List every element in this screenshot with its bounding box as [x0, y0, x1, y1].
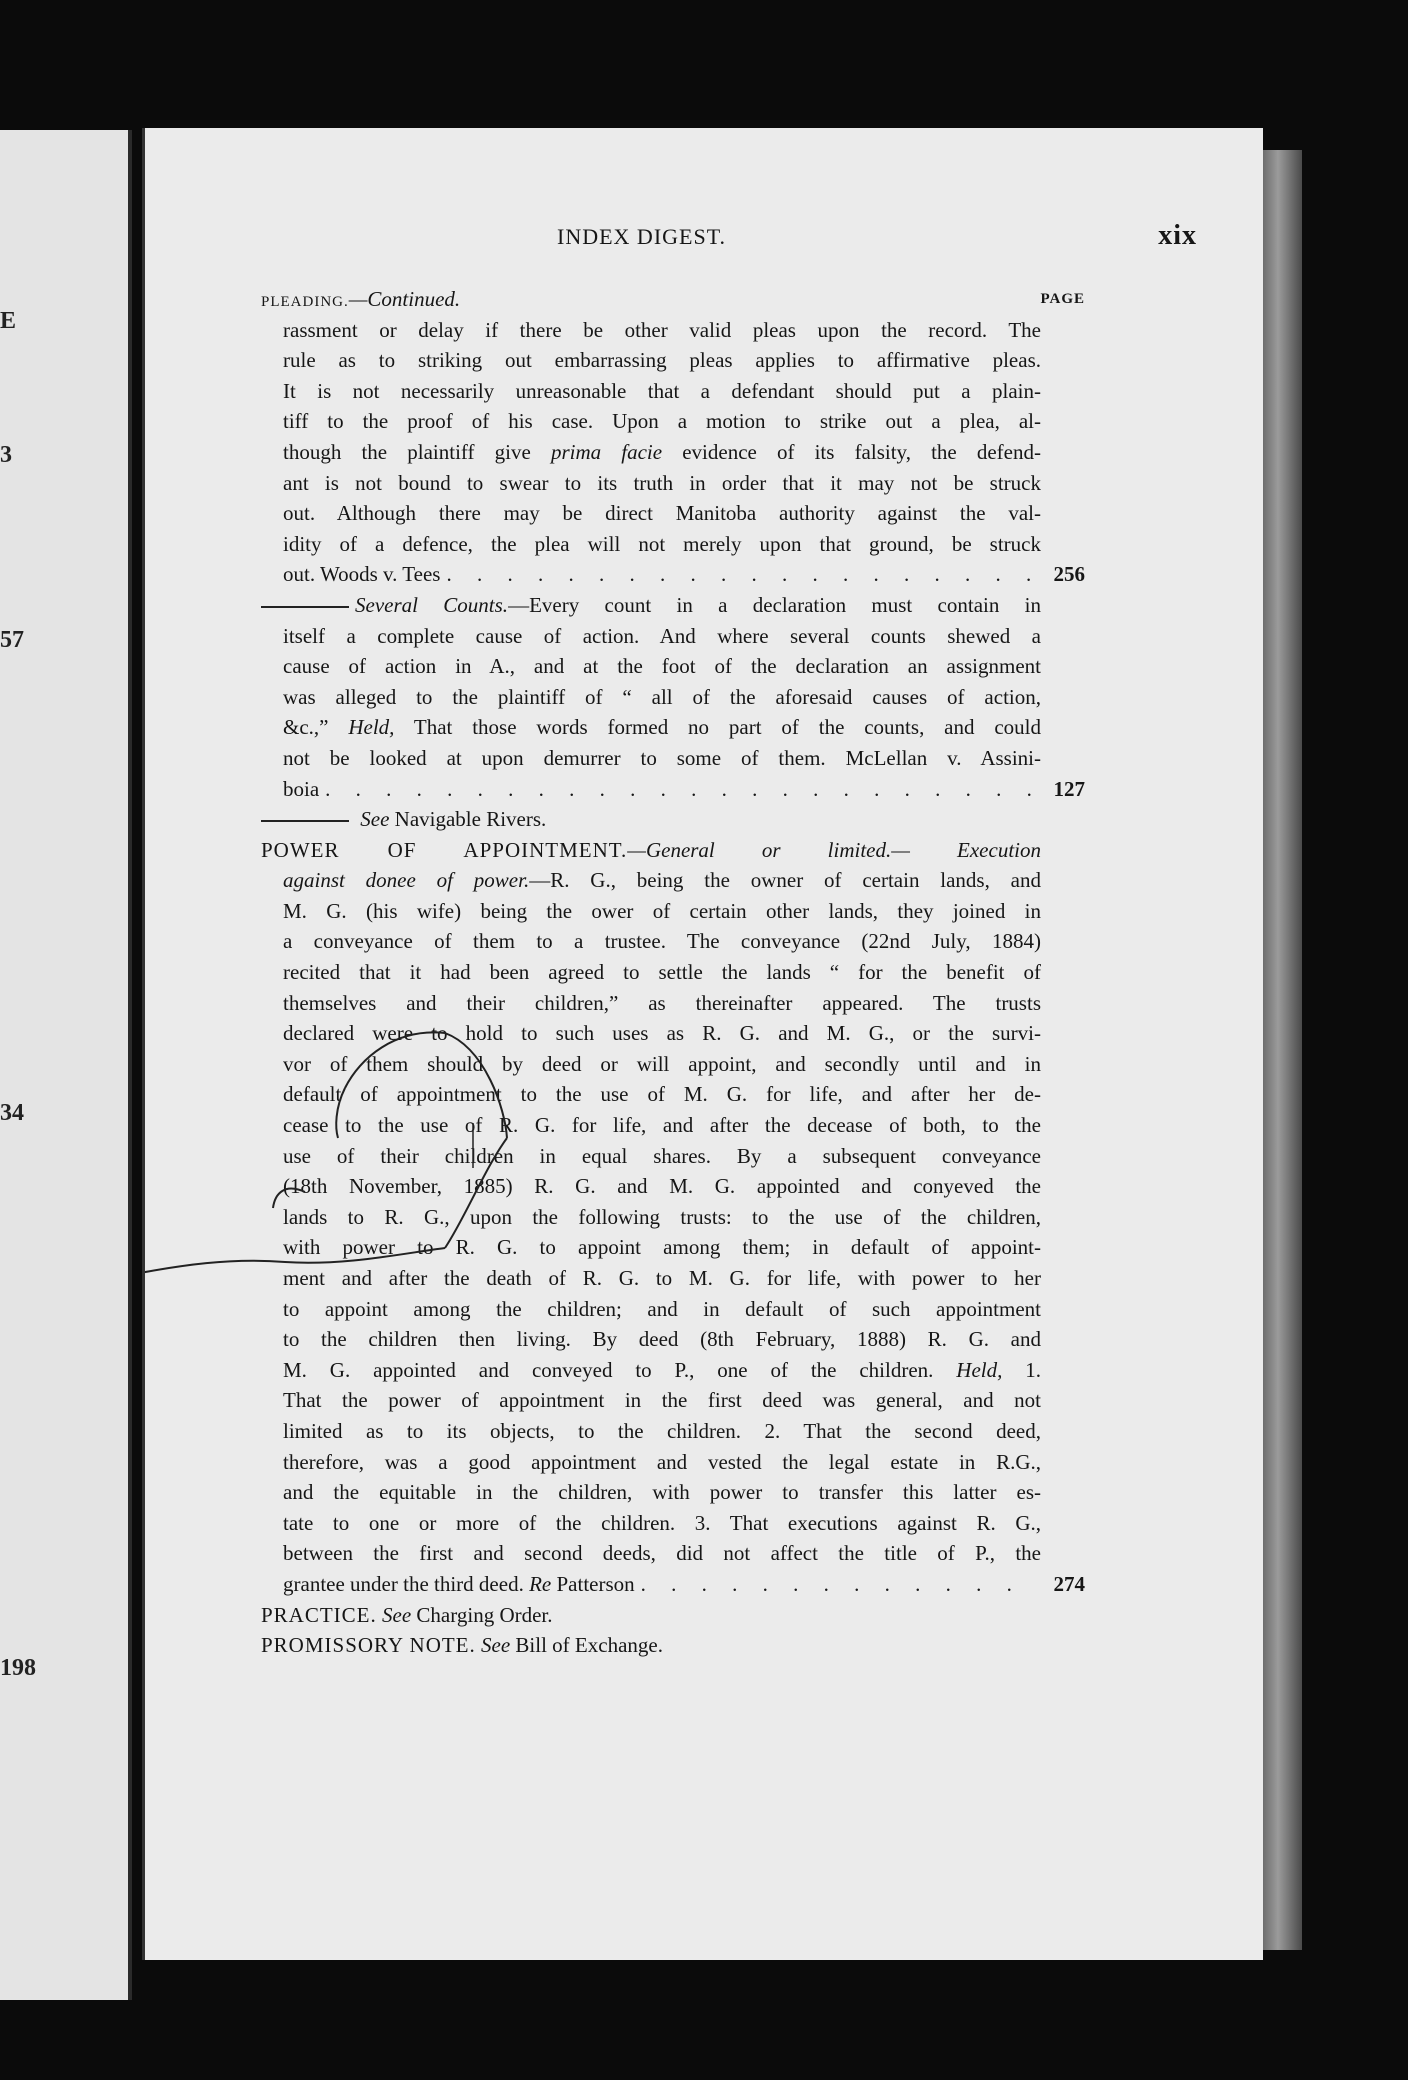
- page-column-label: PAGE: [1040, 291, 1085, 307]
- entry-heading: PRACTICE.: [261, 1602, 377, 1627]
- cross-reference-line: PROMISSORY NOTE. See Bill of Exchange.: [261, 1633, 663, 1658]
- entry-heading: PLEADING.: [261, 294, 349, 310]
- subheading: Several Counts.: [355, 592, 509, 617]
- cross-reference-line: PRACTICE. See Charging Order.: [261, 1602, 553, 1627]
- text-line: lands to R. G., upon the following trusts: to the use of the children,: [283, 1204, 1041, 1229]
- text-line: between the first and second deeds, did not affect the title of P., the: [283, 1541, 1041, 1566]
- text-line: That the power of appointment in the first deed was general, and not: [283, 1388, 1041, 1413]
- text-line: against donee of power.—R. G., being the owner of certain lands, and: [283, 868, 1041, 893]
- ditto-dash: [261, 820, 349, 822]
- facing-page-fragment: 34: [0, 1100, 24, 1126]
- entry-heading-line: [261, 284, 1085, 315]
- cross-reference-line: See Navigable Rivers.: [261, 804, 1041, 835]
- text-line: and the equitable in the children, with power to transfer this latter es-: [283, 1480, 1041, 1505]
- text-line: tate to one or more of the children. 3. That executions against R. G.,: [283, 1510, 1041, 1535]
- text-line: &c.,” Held, That those words formed no part of the counts, and could: [283, 715, 1041, 740]
- text-line: limited as to its objects, to the children. 2. That the second deed,: [283, 1418, 1041, 1443]
- citation-line: [261, 559, 1085, 590]
- text-line: default of appointment to the use of M. G. for life, and after her de-: [283, 1082, 1041, 1107]
- citation-line: [261, 1569, 1085, 1600]
- text-line: tiff to the proof of his case. Upon a motion to strike out a plea, al-: [283, 409, 1041, 434]
- facing-page-edge: [0, 130, 132, 2000]
- entry-heading: PROMISSORY NOTE.: [261, 1633, 476, 1658]
- running-title: INDEX DIGEST.: [557, 224, 727, 249]
- facing-page-fragment: 57: [0, 627, 24, 653]
- text-line: to the children then living. By deed (8th February, 1888) R. G. and: [283, 1327, 1041, 1352]
- text-line: themselves and their children,” as thereinafter appeared. The trusts: [283, 990, 1041, 1015]
- text-line: itself a complete cause of action. And where several counts shewed a: [283, 623, 1041, 648]
- text-line: use of their children in equal shares. By a subsequent conveyance: [283, 1143, 1041, 1168]
- text-line: cease to the use of R. G. for life, and after the decease of both, to the: [283, 1113, 1041, 1138]
- text-line: with power to R. G. to appoint among them; in default of appoint-: [283, 1235, 1041, 1260]
- text-line: (18th November, 1885) R. G. and M. G. appointed and conyeved the: [283, 1174, 1041, 1199]
- text-line: rule as to striking out embarrassing pleas applies to affirmative pleas.: [283, 348, 1041, 373]
- dot-leader: [446, 559, 1035, 590]
- index-entries: [261, 284, 1085, 1661]
- text-line: though the plaintiff give prima facie evidence of its falsity, the defend-: [283, 439, 1041, 464]
- text-line: recited that it had been agreed to settle the lands “ for the benefit of: [283, 960, 1041, 985]
- text-line: idity of a defence, the plea will not merely upon that ground, be struck: [283, 531, 1041, 556]
- text-line: vor of them should by deed or will appoint, and secondly until and in: [283, 1051, 1041, 1076]
- citation: out. Woods v. Tees: [283, 562, 441, 587]
- page-number: 127: [1053, 776, 1085, 801]
- text-line: cause of action in A., and at the foot of the declaration an assignment: [283, 654, 1041, 679]
- dot-leader: [641, 1569, 1035, 1600]
- dot-leader: [325, 774, 1035, 805]
- facing-page-fragment: 198: [0, 1655, 36, 1681]
- page-stack-edge: [1262, 150, 1302, 1950]
- citation: grantee under the third deed. Re Patterson: [283, 1571, 635, 1596]
- text-line: to appoint among the children; and in default of such appointment: [283, 1296, 1041, 1321]
- entry-heading-line: POWER OF APPOINTMENT.—General or limited.— Execution: [261, 837, 1041, 862]
- entry-heading: POWER OF APPOINTMENT.: [261, 837, 628, 862]
- text-line: rassment or delay if there be other valid pleas upon the record. The: [283, 317, 1041, 342]
- text-line: M. G. appointed and conveyed to P., one of the children. Held, 1.: [283, 1357, 1041, 1382]
- text-line: declared were to hold to such uses as R. G. and M. G., or the survi-: [283, 1021, 1041, 1046]
- text-line: not be looked at upon demurrer to some of them. McLellan v. Assini-: [283, 745, 1041, 770]
- page-number: 256: [1053, 562, 1085, 587]
- continued-label: —Continued.: [348, 287, 461, 311]
- text-line: a conveyance of them to a trustee. The conveyance (22nd July, 1884): [283, 929, 1041, 954]
- text-line: Several Counts.—Every count in a declaration must contain in: [261, 590, 1041, 621]
- ditto-dash: [261, 606, 349, 608]
- text-line: It is not necessarily unreasonable that a defendant should put a plain-: [283, 378, 1041, 403]
- book-page: [142, 128, 1263, 1960]
- text-line: ment and after the death of R. G. to M. G. for life, with power to her: [283, 1266, 1041, 1290]
- citation: boia: [283, 776, 320, 801]
- text-line: therefore, was a good appointment and vested the legal estate in R.G.,: [283, 1449, 1041, 1474]
- running-header: [557, 220, 1197, 264]
- text-line: ant is not bound to swear to its truth in order that it may not be struck: [283, 470, 1041, 495]
- facing-page-fragment: 3: [0, 442, 12, 468]
- text-line: was alleged to the plaintiff of “ all of the aforesaid causes of action,: [283, 684, 1041, 709]
- text-line: out. Although there may be direct Manitoba authority against the val-: [283, 501, 1041, 526]
- facing-page-fragment: E: [0, 308, 17, 334]
- text-line: M. G. (his wife) being the ower of certain other lands, they joined in: [283, 898, 1041, 923]
- citation-line: [261, 774, 1085, 805]
- page-folio: xix: [1158, 220, 1197, 251]
- page-number: 274: [1053, 1571, 1085, 1596]
